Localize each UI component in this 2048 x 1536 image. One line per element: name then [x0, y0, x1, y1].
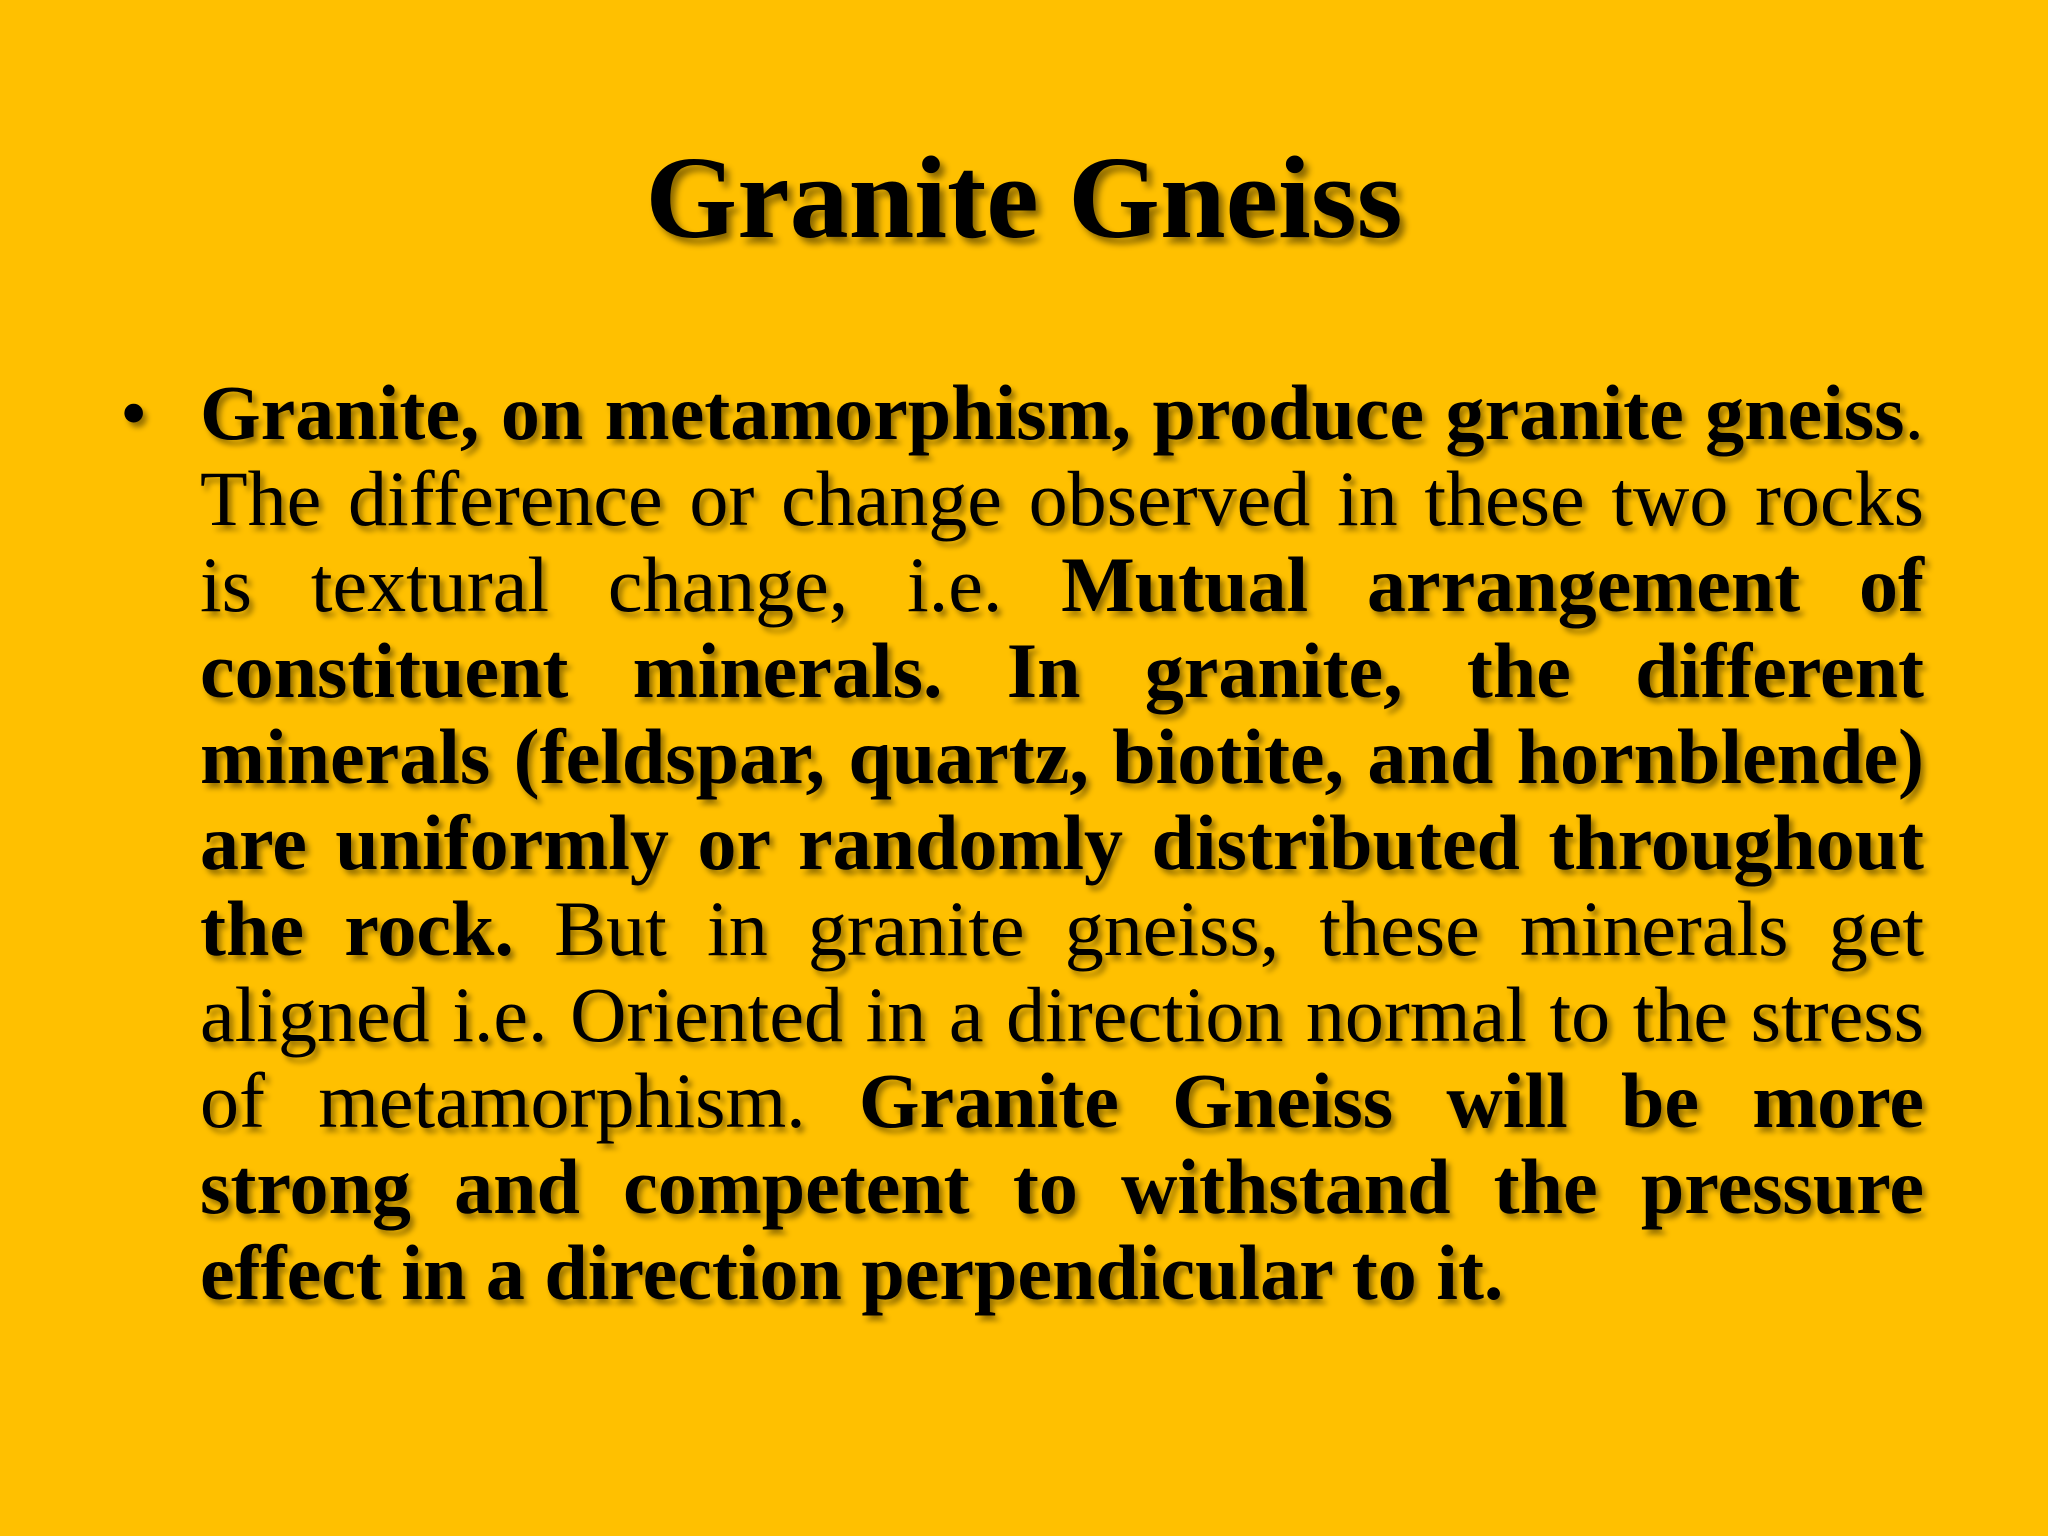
text-segment: Mutual arrangement of constituent minerals. In granite, the different minerals (feldspar, quartz, biotite, and hornblende) are uniformly or randomly distributed throughout the rock.	[200, 541, 1924, 972]
text-segment: . The difference or change observed in these two rocks is textural change, i.e.	[200, 369, 1924, 628]
bullet-icon: •	[120, 369, 148, 456]
text-segment: Granite, on metamorphism, produce granite gneiss	[200, 369, 1905, 456]
bullet-paragraph	[120, 369, 1924, 1316]
text-segment: But in granite gneiss, these minerals get aligned i.e. Oriented in a direction normal to the stress of metamorphism.	[200, 885, 1924, 1144]
text-segment: Granite Gneiss will be more strong and competent to withstand the pressure effect in a direction perpendicular to it.	[200, 1057, 1924, 1316]
slide-title: Granite Gneiss	[645, 132, 1403, 263]
